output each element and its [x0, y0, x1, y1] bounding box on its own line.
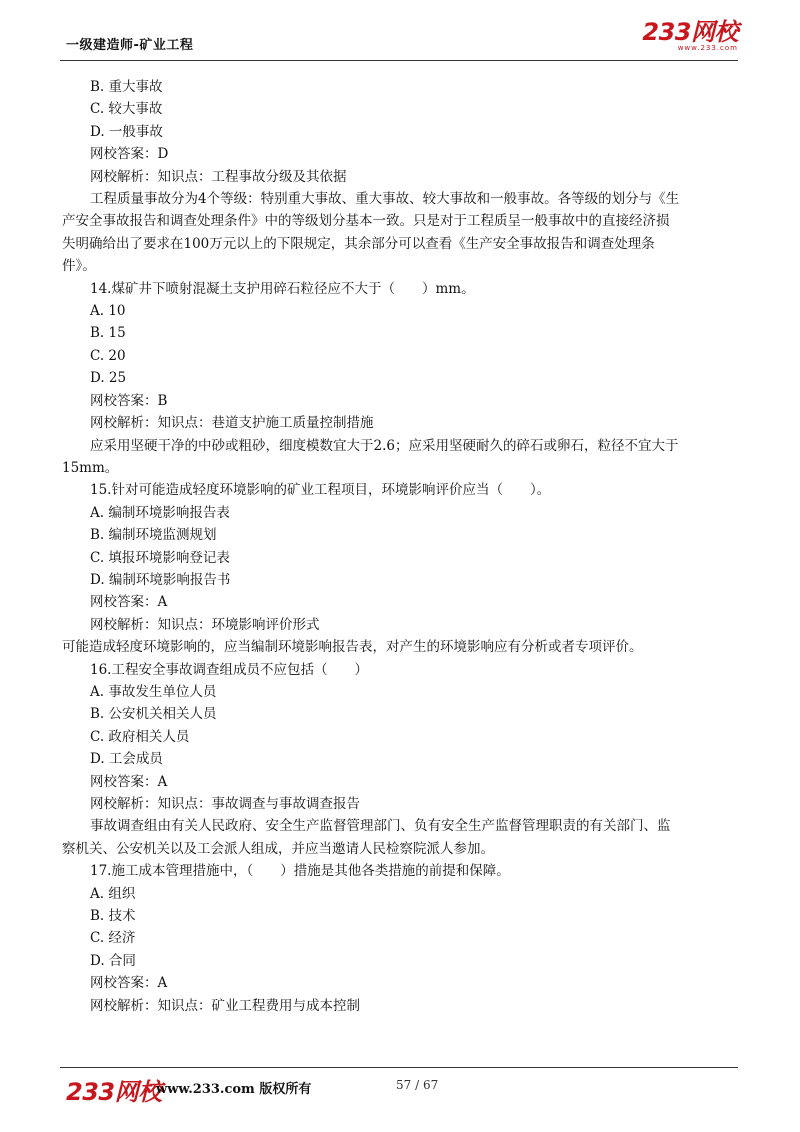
page-header — [60, 18, 738, 58]
option-c: C. 填报环境影响登记表 — [90, 549, 230, 566]
option-a: A. 组织 — [90, 885, 136, 902]
option-d: D. 合同 — [90, 952, 136, 969]
option-a: A. 事故发生单位人员 — [90, 683, 217, 700]
option-d: D. 工会成员 — [90, 751, 163, 768]
page-number: 57 / 67 — [396, 1078, 439, 1092]
footer-logo: 233网校 — [66, 1078, 162, 1106]
explanation-line: 可能造成轻度环境影响的，应当编制环境影响报告表，对产生的环境影响应有分析或者专项评价。 — [62, 639, 643, 656]
header-title: 一级建造师-矿业工程 — [66, 38, 194, 53]
option-a: A. 编制环境影响报告表 — [90, 504, 230, 521]
question-14: 14.煤矿井下喷射混凝土支护用碎石粒径应不大于（ ）mm。 — [90, 280, 475, 297]
analysis: 网校解析：知识点：环境影响评价形式 — [90, 616, 320, 633]
option-c: C. 20 — [90, 347, 126, 364]
explanation-line: 应采用坚硬干净的中砂或粗砂，细度模数宜大于2.6；应采用坚硬耐久的碎石或卵石，粒径不宜大于 — [90, 437, 679, 454]
brand-logo — [642, 20, 738, 52]
answer: 网校答案：D — [90, 146, 169, 163]
option-d: D. 25 — [90, 370, 127, 387]
explanation-line: 察机关、公安机关以及工会派人组成，并应当邀请人民检察院派人参加。 — [62, 840, 494, 857]
option-b: B. 编制环境监测规划 — [90, 527, 217, 544]
question-17: 17.施工成本管理措施中，（ ）措施是其他各类措施的前提和保障。 — [90, 863, 510, 880]
question-16: 16.工程安全事故调查组成员不应包括（ ） — [90, 661, 368, 678]
explanation-line: 工程质量事故分为4个等级：特别重大事故、重大事故、较大事故和一般事故。各等级的划分与《生 — [90, 191, 680, 208]
logo-subtext: www.233.com — [677, 44, 738, 52]
option-d: D. 一般事故 — [90, 123, 163, 140]
explanation-line: 产安全事故报告和调查处理条件》中的等级划分基本一致。只是对于工程质呈一般事故中的直接经济损 — [62, 213, 670, 230]
header-divider — [60, 60, 738, 61]
analysis: 网校解析：知识点：矿业工程费用与成本控制 — [90, 997, 360, 1014]
explanation-line: 件》。 — [62, 258, 96, 275]
explanation-line: 15mm。 — [62, 459, 119, 476]
option-d: D. 编制环境影响报告书 — [90, 571, 231, 588]
explanation-line: 失明确给出了要求在100万元以上的下限规定，其余部分可以查看《生产安全事故报告和调查处理条 — [62, 235, 655, 252]
answer: 网校答案：A — [90, 594, 168, 611]
footer-site: www.233.com 版权所有 — [156, 1082, 312, 1097]
analysis: 网校解析：知识点：工程事故分级及其依据 — [90, 168, 347, 185]
option-c: C. 政府相关人员 — [90, 728, 190, 745]
answer: 网校答案：A — [90, 773, 168, 790]
option-b: B. 技术 — [90, 908, 136, 925]
option-b: B. 重大事故 — [90, 79, 163, 95]
option-b: B. 公安机关相关人员 — [90, 706, 217, 723]
logo-text: 233网校 — [642, 18, 738, 46]
option-b: B. 15 — [90, 325, 126, 342]
explanation-line: 事故调查组由有关人民政府、安全生产监督管理部门、负有安全生产监督管理职责的有关部门、监 — [90, 818, 671, 835]
option-a: A. 10 — [90, 303, 126, 320]
page-footer — [60, 1072, 738, 1106]
option-c: C. 经济 — [90, 930, 136, 947]
footer-divider — [60, 1067, 738, 1068]
analysis: 网校解析：知识点：巷道支护施工质量控制措施 — [90, 415, 374, 432]
option-c: C. 较大事故 — [90, 101, 163, 118]
answer: 网校答案：A — [90, 975, 168, 992]
document-body — [62, 76, 738, 1017]
question-15: 15.针对可能造成轻度环境影响的矿业工程项目，环境影响评价应当（ ）。 — [90, 482, 551, 499]
analysis: 网校解析：知识点：事故调查与事故调查报告 — [90, 796, 360, 812]
answer: 网校答案：B — [90, 392, 168, 409]
